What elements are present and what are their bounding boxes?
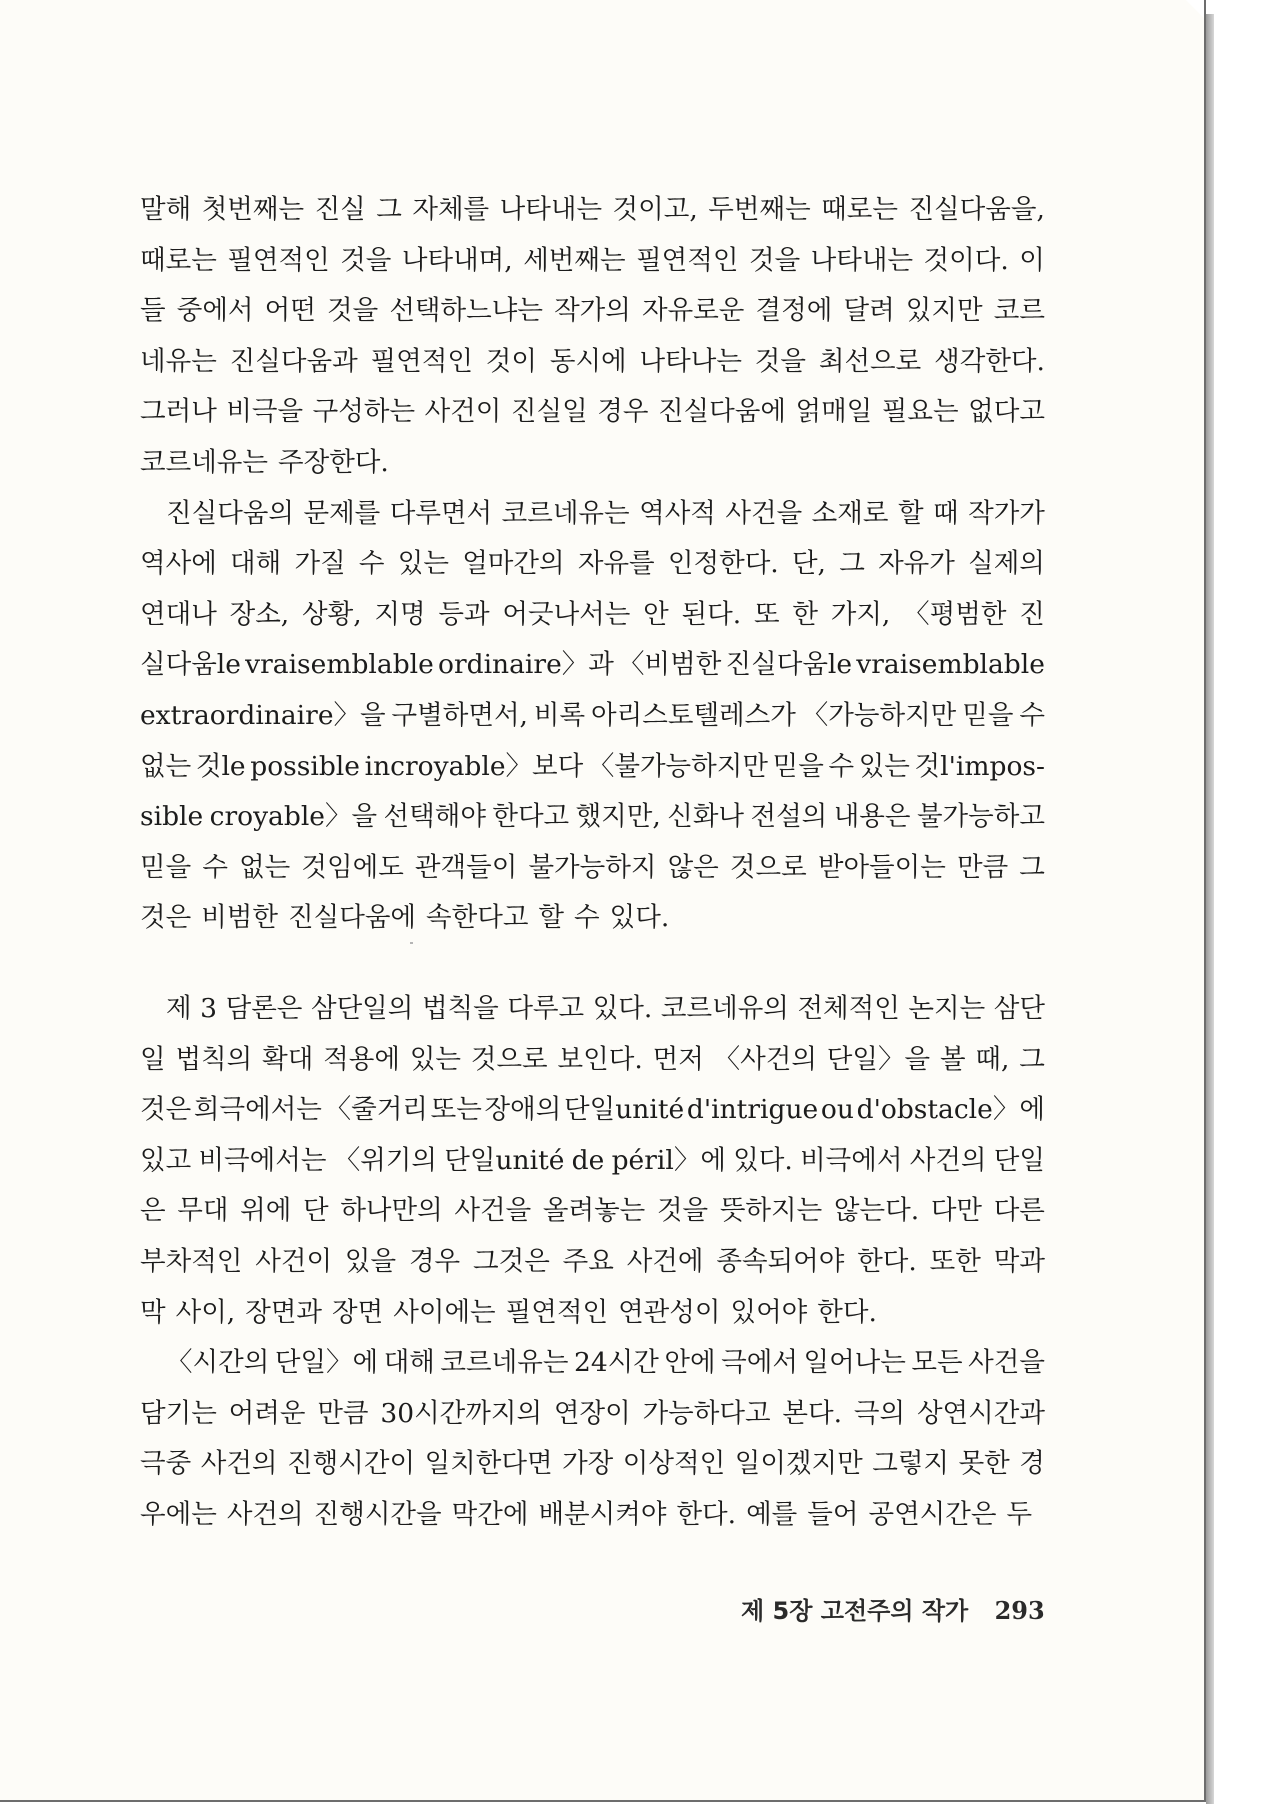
text-line: 있고 비극에서는 〈위기의 단일unité de péril〉에 있다. 비극에서 사건의 단일 [140,1144,1045,1176]
text-line: 그러나 비극을 구성하는 사건이 진실일 경우 진실다움에 얽매일 필요는 없다고 [140,396,1045,428]
text-line: 말해 첫번째는 진실 그 자체를 나타내는 것이고, 두번째는 때로는 진실다움을, [140,194,1045,225]
text-line: 역사에 대해 가질 수 있는 얼마간의 자유를 인정한다. 단, 그 자유가 실제의 [140,548,1045,580]
text-line: 들 중에서 어떤 것을 선택하느냐는 작가의 자유로운 결정에 달려 있지만 코르 [140,295,1045,327]
running-footer-chapter-title: 제 5장 고전주의 작가 [741,1597,969,1625]
text-line: 일 법칙의 확대 적용에 있는 것으로 보인다. 먼저 〈사건의 단일〉을 볼 때, 그 [140,1043,1045,1075]
text-line: 믿을 수 없는 것임에도 관객들이 불가능하지 않은 것으로 받아들이는 만큼 그 [140,851,1045,883]
text-line: 때로는 필연적인 것을 나타내며, 세번째는 필연적인 것을 나타내는 것이다. 이 [140,244,1045,276]
text-line: 담기는 어려운 만큼 30시간까지의 연장이 가능하다고 본다. 극의 상연시간과 [140,1397,1045,1429]
page-number: 293 [994,1596,1045,1625]
text-line: 것은 비범한 진실다움에 속한다고 할 수 있다. [140,902,670,934]
scan-speck [410,942,413,944]
page-shadow [1206,14,1214,1804]
text-line: 은 무대 위에 단 하나만의 사건을 올려놓는 것을 뜻하지는 않는다. 다만 다른 [140,1195,1045,1227]
paragraph [140,185,1045,489]
text-line: 극중 사건의 진행시간이 일치한다면 가장 이상적인 일이겠지만 그렇지 못한 경 [140,1448,1045,1480]
text-line: 연대나 장소, 상황, 지명 등과 어긋나서는 안 된다. 또 한 가지, 〈평범한 진 [140,598,1045,630]
text-line: 우에는 사건의 진행시간을 막간에 배분시켜야 한다. 예를 들어 공연시간은 두 [140,1498,1033,1530]
text-line: 제 3 담론은 삼단일의 법칙을 다루고 있다. 코르네유의 전체적인 논지는 삼단 [166,993,1045,1024]
text-line: sible croyable〉을 선택해야 한다고 했지만, 신화나 전설의 내용은 불가능하고 [140,801,1045,833]
paragraph [140,489,1045,944]
text-line: 네유는 진실다움과 필연적인 것이 동시에 나타나는 것을 최선으로 생각한다. [140,345,1045,377]
text-line: 막 사이, 장면과 장면 사이에는 필연적인 연관성이 있어야 한다. [140,1296,877,1328]
page-corner [1186,0,1204,18]
lower-text-block [140,984,1045,1541]
text-line: 부차적인 사건이 있을 경우 그것은 주요 사건에 종속되어야 한다. 또한 막과 [140,1245,1045,1277]
paragraph [140,1338,1045,1540]
text-line: 진실다움의 문제를 다루면서 코르네유는 역사적 사건을 소재로 할 때 작가가 [166,497,1045,529]
text-line: 없는 것le possible incroyable〉보다 〈불가능하지만 믿을 수 있는 것l'impos- [140,750,1045,782]
text-line: extraordinaire〉을 구별하면서, 비록 아리스토텔레스가 〈가능하지만 믿을 수 [140,699,1045,731]
text-line: 코르네유는 주장한다. [140,446,389,478]
text-line: 것은 희극에서는 〈줄거리 또는 장애의 단일unité d'intrigue ou d'obstacle〉에 [140,1094,1045,1126]
text-line: 실다움le vraisemblable ordinaire〉과 〈비범한 진실다움le vraisemblable [140,649,1045,681]
paragraph [140,984,1045,1338]
text-line: 〈시간의 단일〉에 대해 코르네유는 24시간 안에 극에서 일어나는 모든 사건을 [166,1347,1045,1379]
page-footer [741,1591,1045,1631]
upper-text-block [140,185,1045,944]
